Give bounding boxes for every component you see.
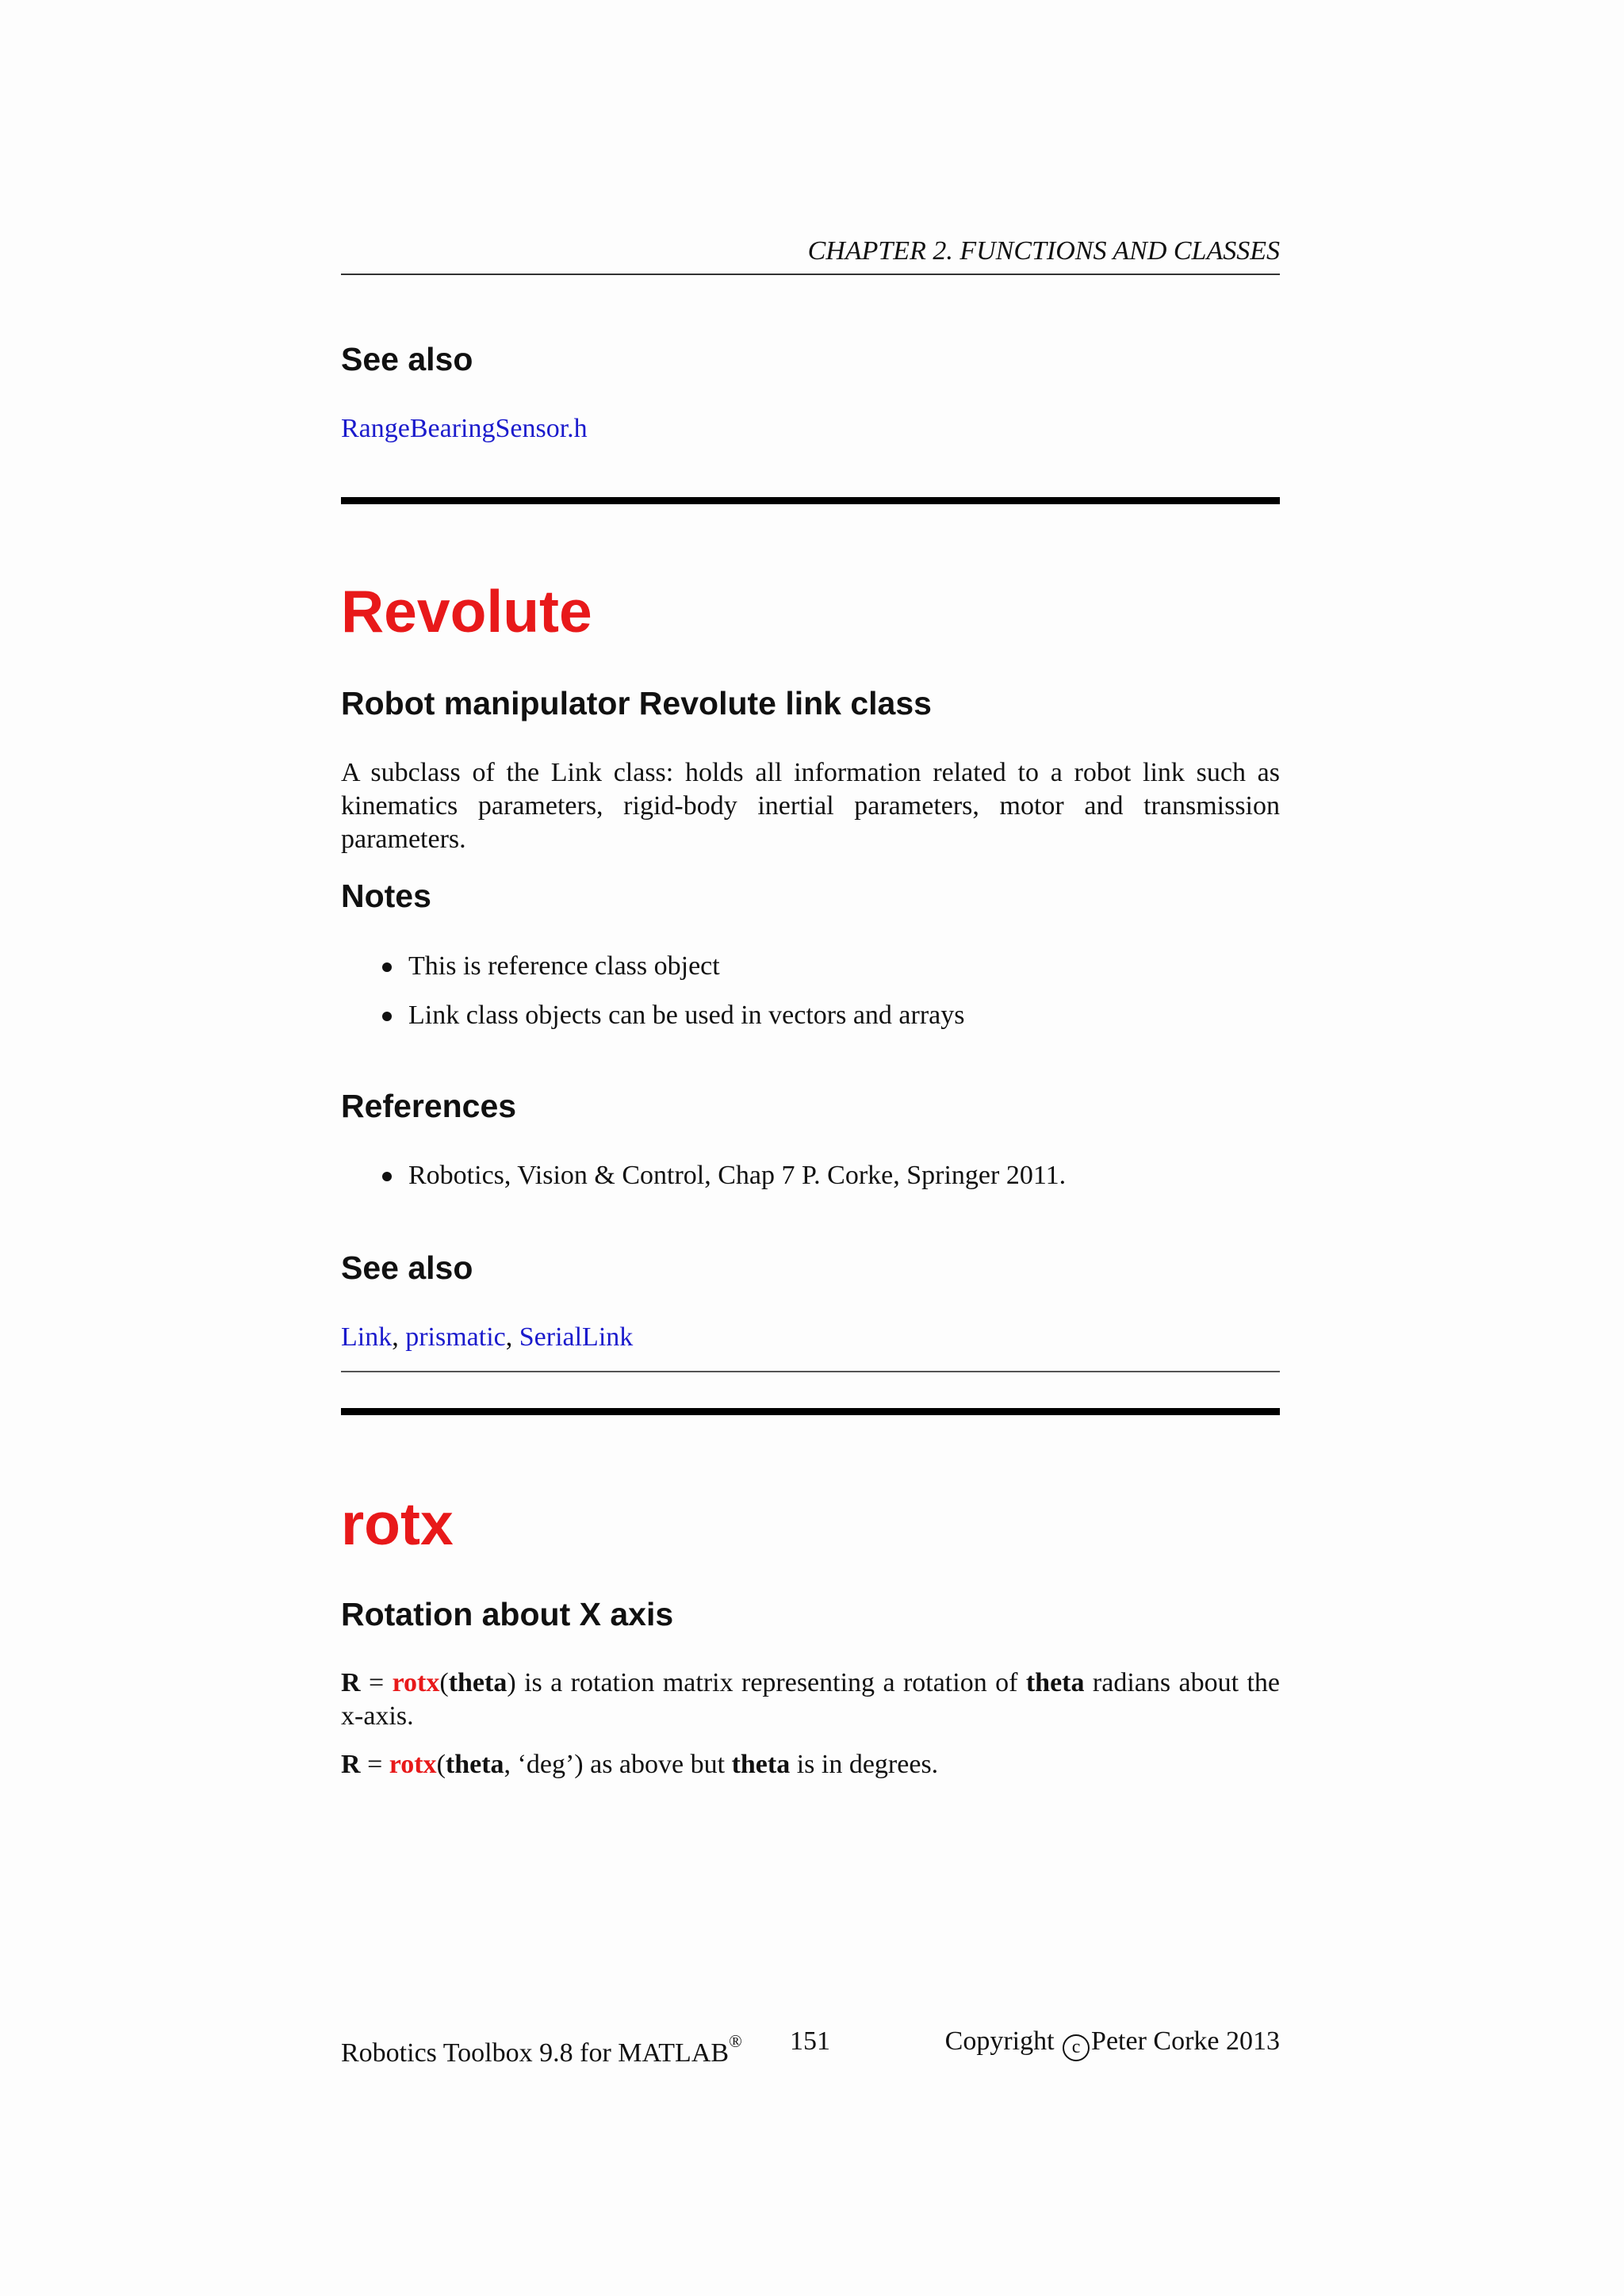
section-divider-rotx: [341, 1408, 1280, 1415]
function-name: rotx: [392, 1668, 440, 1697]
copyright-icon: c: [1063, 2034, 1090, 2061]
revolute-notes-list: [341, 950, 964, 1032]
link-prismatic[interactable]: prismatic: [405, 1322, 506, 1352]
section-divider-revolute: [341, 497, 1280, 504]
function-name: rotx: [389, 1750, 437, 1779]
revolute-references-heading: References: [341, 1088, 517, 1124]
list-item: Link class objects can be used in vectors and arrays: [341, 999, 964, 1032]
prev-see-also-links: [341, 412, 1280, 446]
revolute-description: A subclass of the Link class: holds all information related to a robot link such as kinematics parameters, rigid-body inertial parameters, motor and transmission parameters.: [341, 758, 1280, 854]
entry-end-rule: [341, 1371, 1280, 1372]
rotx-subtitle: Rotation about X axis: [341, 1596, 674, 1632]
running-header: CHAPTER 2. FUNCTIONS AND CLASSES: [807, 236, 1280, 266]
link-rangebearingsensor-h[interactable]: RangeBearingSensor.h: [341, 414, 588, 443]
link-seriallink[interactable]: SerialLink: [519, 1322, 634, 1352]
revolute-notes-heading: Notes: [341, 878, 431, 914]
bullet-icon: [382, 1172, 392, 1181]
page: [341, 0, 1280, 2296]
rotx-usage-2: R = rotx(theta, ‘deg’) as above but theta is in degrees.: [341, 1750, 939, 1779]
revolute-title: Revolute: [341, 578, 592, 645]
prev-see-also-heading: See also: [341, 341, 473, 377]
rotx-title: rotx: [341, 1490, 454, 1557]
page-number: 151: [790, 2026, 830, 2056]
list-item: Robotics, Vision & Control, Chap 7 P. Corke, Springer 2011.: [341, 1159, 1066, 1192]
rotx-usage-1: R = rotx(theta) is a rotation matrix representing a rotation of theta radians about the x-axis.: [341, 1668, 1280, 1731]
bullet-icon: [382, 962, 392, 972]
header-rule: [341, 274, 1280, 275]
revolute-see-also-links: Link, prismatic, SerialLink: [341, 1322, 634, 1352]
revolute-see-also-heading: See also: [341, 1249, 473, 1286]
link-link[interactable]: Link: [341, 1322, 393, 1352]
footer-copyright: Copyright c Peter Corke 2013: [945, 2024, 1280, 2061]
bullet-icon: [382, 1012, 392, 1021]
list-item: This is reference class object: [341, 950, 964, 983]
revolute-references-list: [341, 1159, 1066, 1192]
revolute-subtitle: Robot manipulator Revolute link class: [341, 685, 932, 721]
footer-product: Robotics Toolbox 9.8 for MATLAB®: [341, 2031, 742, 2068]
